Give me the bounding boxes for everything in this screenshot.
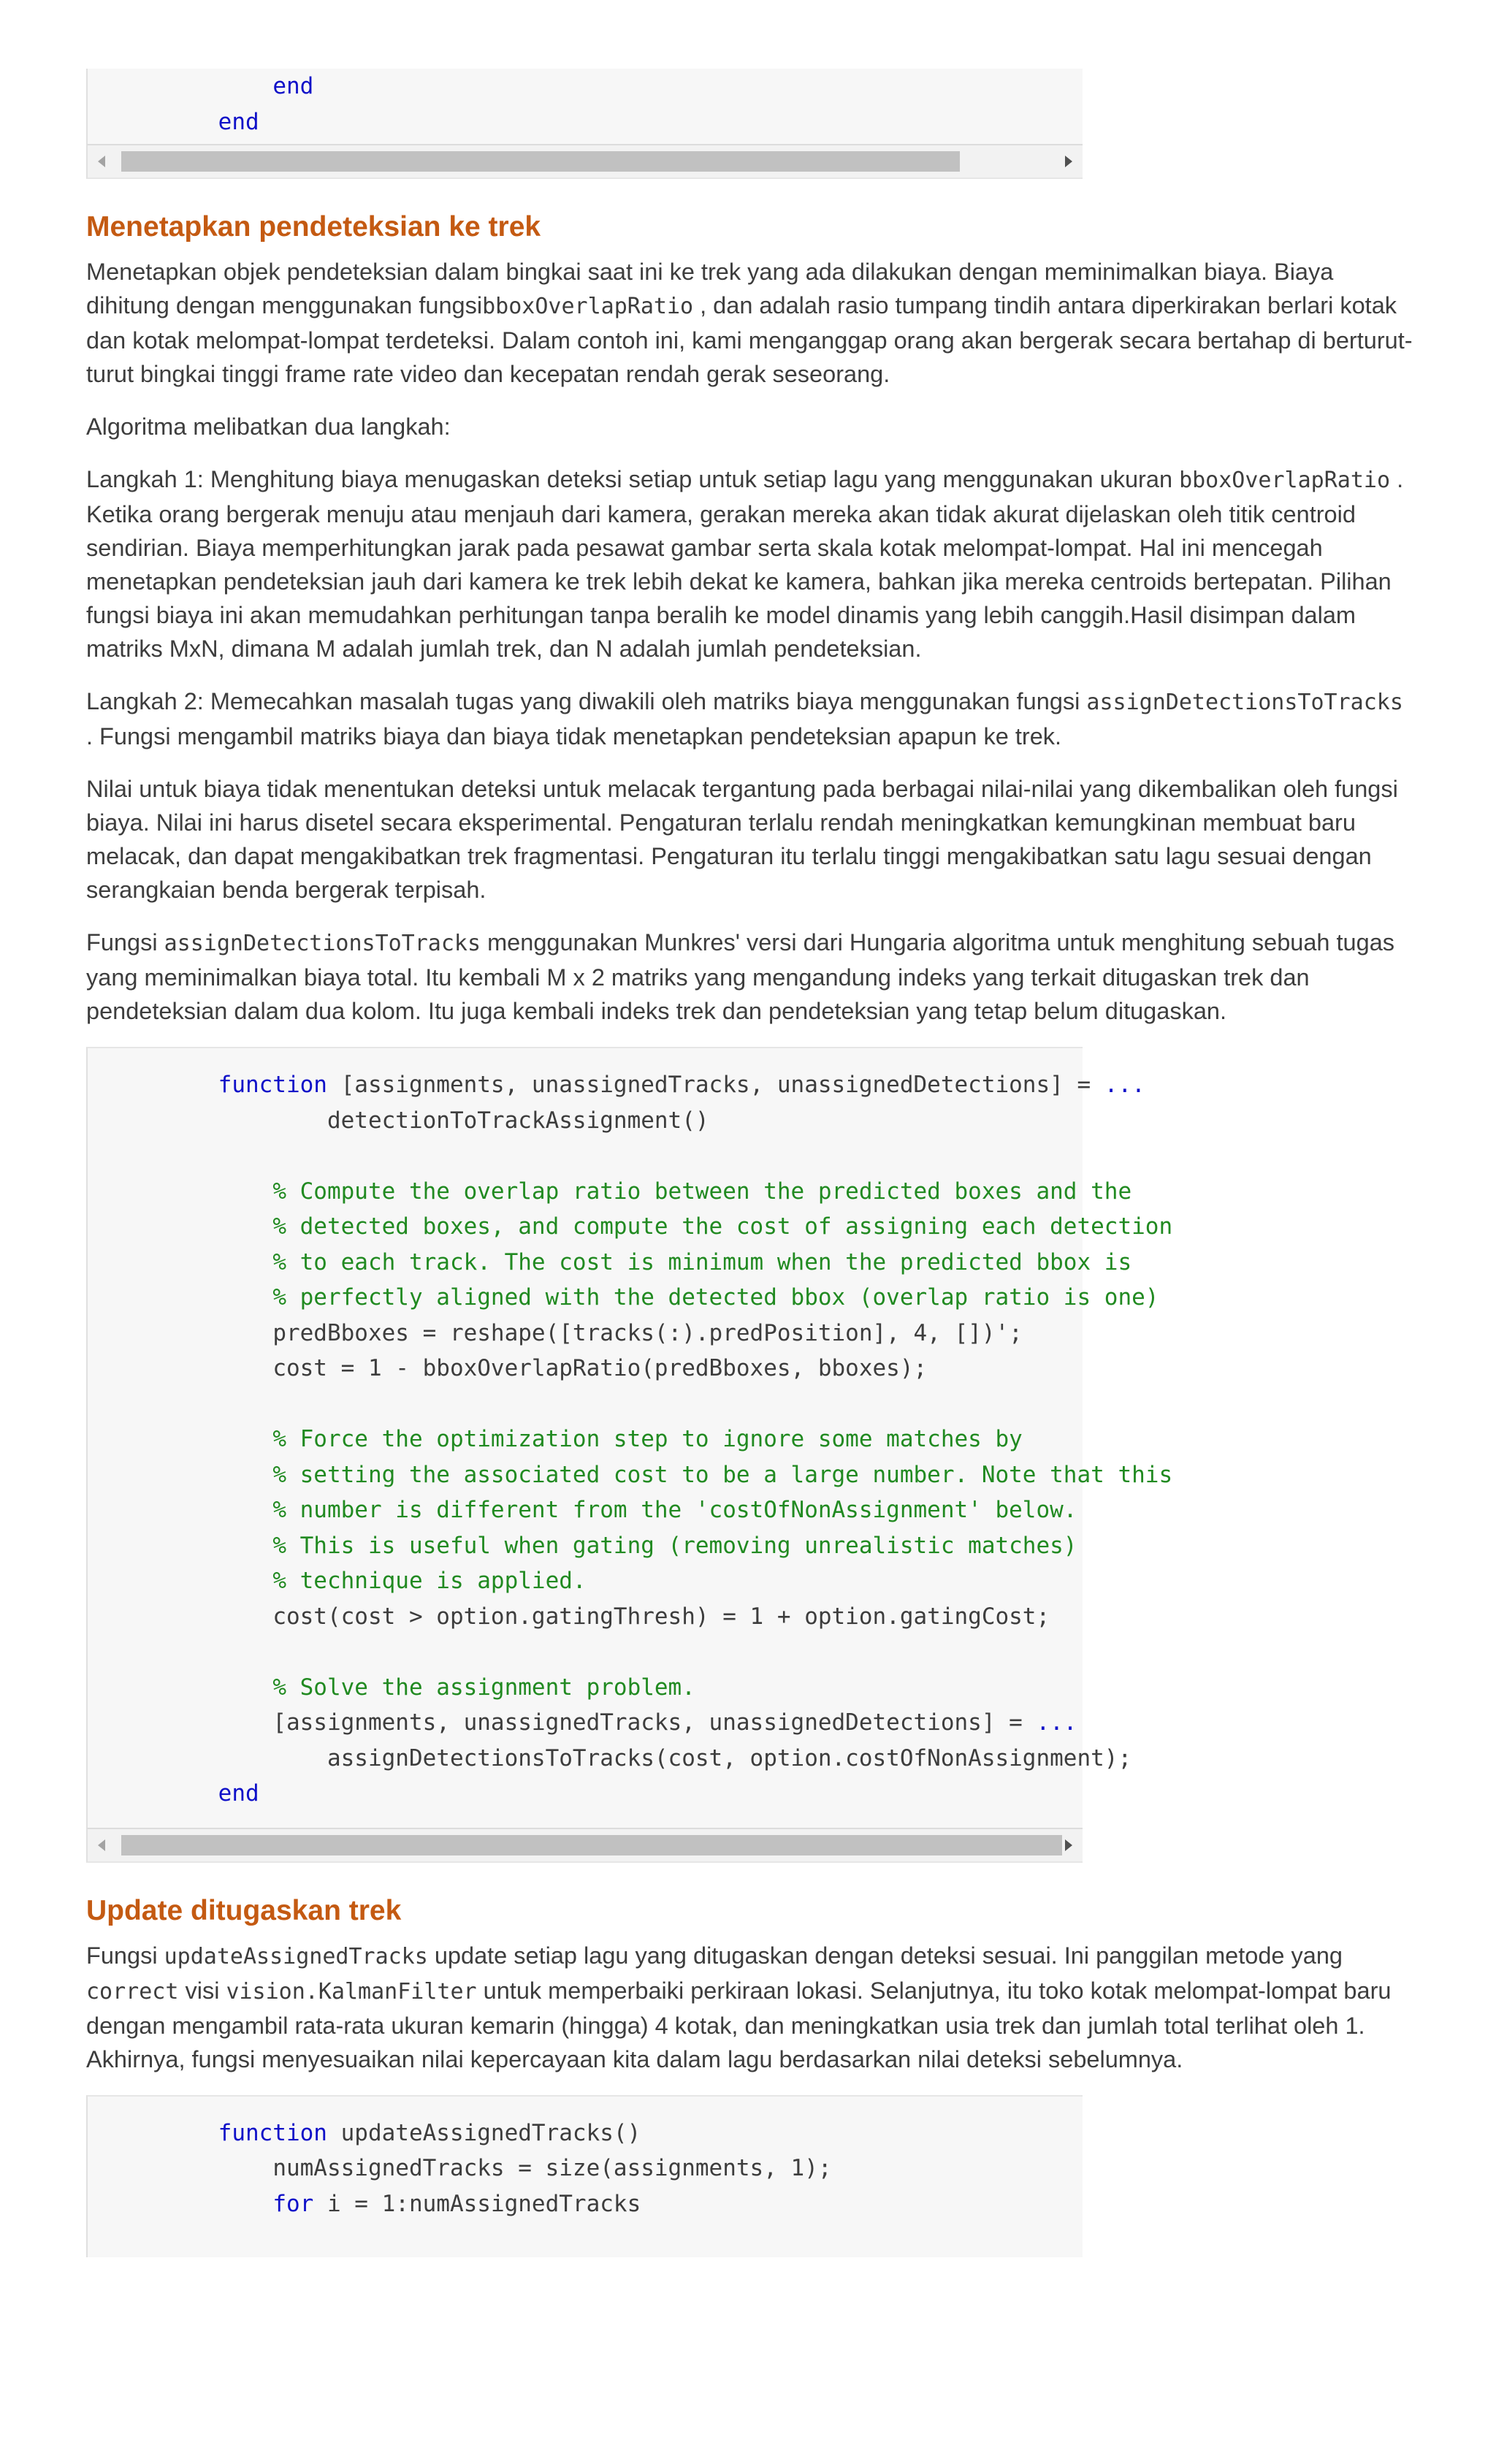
code-line [164,73,313,99]
inline-code: assignDetectionsToTracks [1086,690,1403,715]
code-line [164,1249,1131,1275]
scrollbar-thumb[interactable] [121,151,960,172]
code-line: detectionToTrackAssignment() [327,1107,709,1134]
code-line: [assignments, unassignedTracks, unassignedDetections] = ... [272,1709,1077,1736]
code-line: function [assignments, unassignedTracks, unassignedDetections] = ... [218,1072,1145,1098]
paragraph-assign-intro [86,255,1416,391]
code-line [164,1426,1023,1452]
code-block-assignment [86,1047,1173,1828]
code-line [164,1213,1172,1240]
inline-code: assignDetectionsToTracks [164,931,481,956]
code-comment: % perfectly aligned with the detected bbox (overlap ratio is one) [272,1284,1159,1311]
section-heading-assign: Menetapkan pendeteksian ke trek [86,211,541,243]
paragraph-steps: Algoritma melibatkan dua langkah: [86,413,451,440]
code-continuation: ... [1036,1709,1077,1736]
code-keyword: function [218,2119,327,2146]
code-line [164,1533,1077,1559]
code-update-pre [88,2097,1083,2238]
code-line: numAssignedTracks = size(assignments, 1); [272,2155,832,2181]
code-line: cost = 1 - bboxOverlapRatio(predBboxes, bboxes); [272,1355,928,1381]
code-continuation: ... [1104,1072,1145,1098]
code-keyword: function [218,1072,327,1098]
text: Fungsi [86,929,164,956]
scroll-right-icon[interactable] [1065,156,1072,167]
code-block-update [86,2095,1083,2257]
text: Fungsi [86,1942,164,1969]
paragraph-step2 [86,684,1416,753]
inline-code: vision.KalmanFilter [226,1978,477,2005]
code-comment: % This is useful when gating (removing unrealistic matches) [272,1532,1077,1559]
code-line: for i = 1:numAssignedTracks [272,2190,641,2217]
code-assignment-scrollbar[interactable] [86,1828,1083,1863]
code-line: predBboxes = reshape([tracks(:).predPosition], 4, [])'; [272,1319,1023,1346]
code-comment: % setting the associated cost to be a large number. Note that this [272,1461,1173,1488]
code-comment: % technique is applied. [272,1568,587,1594]
text: menggunakan Munkres' versi dari Hungaria algoritma untuk menghitung sebuah tugas yang meminimalkan biaya total. Itu kembali M x 2 matriks yang mengandung indeks yang terkait ditugaskan trek dan pendeteksian dalam dua kolom. Itu juga kembali indeks trek dan pendeteksian yang tetap belum ditugaskan. [86,929,1395,1024]
text: Menetapkan objek pendeteksian dalam bingkai saat ini ke trek yang ada dilakukan dengan meminimalkan biaya. Biaya dihitung dengan menggunakan fungsi [86,259,1334,319]
section-heading-update: Update ditugaskan trek [86,1894,402,1926]
inline-code: correct [86,1978,179,2005]
code-block-top [86,69,1083,144]
code-keyword: end [218,108,259,135]
inline-code: updateAssignedTracks [164,1943,428,1969]
code-keyword: end [218,1780,259,1807]
inline-code: bboxOverlapRatio [1179,468,1391,493]
code-comment: % detected boxes, and compute the cost of assigning each detection [272,1213,1173,1240]
text: , dan adalah rasio tumpang tindih antara diperkirakan berlari kotak dan kotak melompat-lompat terdeteksi. Dalam contoh ini, kami menganggap orang akan bergerak secara bertahap di berturut-turut bingkai tinggi frame rate video dan kecepatan rendah gerak seseorang. [86,292,1413,387]
code-assignment-pre [88,1048,1173,1828]
code-comment: % to each track. The cost is minimum when the predicted bbox is [272,1248,1132,1275]
scrollbar-thumb[interactable] [121,1835,1062,1855]
code-line [164,1284,1159,1311]
code-line [164,1780,259,1807]
code-line [164,1674,695,1701]
text: . Fungsi mengambil matriks biaya dan biaya tidak menetapkan pendeteksian apapun ke trek. [86,723,1062,750]
text: visi [178,1977,226,2004]
code-line [164,109,259,135]
code-comment: % Compute the overlap ratio between the predicted boxes and the [272,1178,1132,1205]
code-line [164,1568,587,1594]
paragraph-cost-value: Nilai untuk biaya tidak menentukan deteksi untuk melacak tergantung pada berbagai nilai-nilai yang dikembalikan oleh fungsi biaya. Nilai ini harus disetel secara eksperimental. Pengaturan terlalu rendah meningkatkan kemungkinan membuat baru melacak, dan dapat mengakibatkan trek fragmentasi. Pengaturan itu terlalu tinggi mengakibatkan satu lagu sesuai dengan serangkaian benda bergerak terpisah. [86,776,1398,903]
code-comment: % Force the optimization step to ignore some matches by [272,1426,1023,1452]
text: Langkah 1: Menghitung biaya menugaskan deteksi setiap untuk setiap lagu yang menggunakan ukuran [86,466,1180,492]
text: untuk memperbaiki perkiraan lokasi. Selanjutnya, itu toko kotak melompat-lompat baru dengan mengambil rata-rata ukuran kemarin (hingga) 4 kotak, dan meningkatkan usia trek dan jumlah total terlihat oleh 1. Akhirnya, fungsi menyesuaikan nilai kepercayaan kita dalam lagu berdasarkan nilai deteksi sebelumnya. [86,1977,1392,2072]
paragraph-munkres [86,926,1416,1028]
code-line [164,1178,1131,1205]
content-column [86,0,1416,2257]
code-line: assignDetectionsToTracks(cost, option.costOfNonAssignment); [327,1744,1132,1771]
scroll-left-icon[interactable] [98,1839,105,1851]
code-line: cost(cost > option.gatingThresh) = 1 + option.gatingCost; [272,1603,1050,1630]
inline-code: bboxOverlapRatio [482,294,694,319]
scroll-left-icon[interactable] [98,156,105,167]
code-top-pre [88,69,1083,144]
code-top-scrollbar[interactable] [86,144,1083,179]
code-comment: % Solve the assignment problem. [272,1674,695,1701]
code-keyword: for [272,2190,314,2217]
code-line [164,1462,1172,1488]
code-line [164,1497,1077,1523]
code-line: function updateAssignedTracks() [218,2119,641,2146]
text: . Ketika orang bergerak menuju atau menjauh dari kamera, gerakan mereka akan tidak akurat dijelaskan oleh titik centroid sendirian. Biaya memperhitungkan jarak pada pesawat gambar serta skala kotak melompat-lompat. Hal ini mencegah menetapkan pendeteksian jauh dari kamera ke trek lebih dekat ke kamera, bahkan jika mereka centroids bertepatan. Pilihan fungsi biaya ini akan memudahkan perhitungan tanpa beralih ke model dinamis yang lebih canggih.Hasil disimpan dalam matriks MxN, dimana M adalah jumlah trek, dan N adalah jumlah pendeteksian. [86,466,1404,662]
paragraph-update [86,1939,1416,2076]
code-comment: % number is different from the 'costOfNonAssignment' below. [272,1497,1077,1523]
scroll-right-icon[interactable] [1065,1839,1072,1851]
paragraph-step1 [86,462,1416,665]
text: Langkah 2: Memecahkan masalah tugas yang diwakili oleh matriks biaya menggunakan fungsi [86,688,1087,714]
code-keyword: end [272,73,314,99]
text: update setiap lagu yang ditugaskan dengan deteksi sesuai. Ini panggilan metode yang [427,1942,1343,1969]
